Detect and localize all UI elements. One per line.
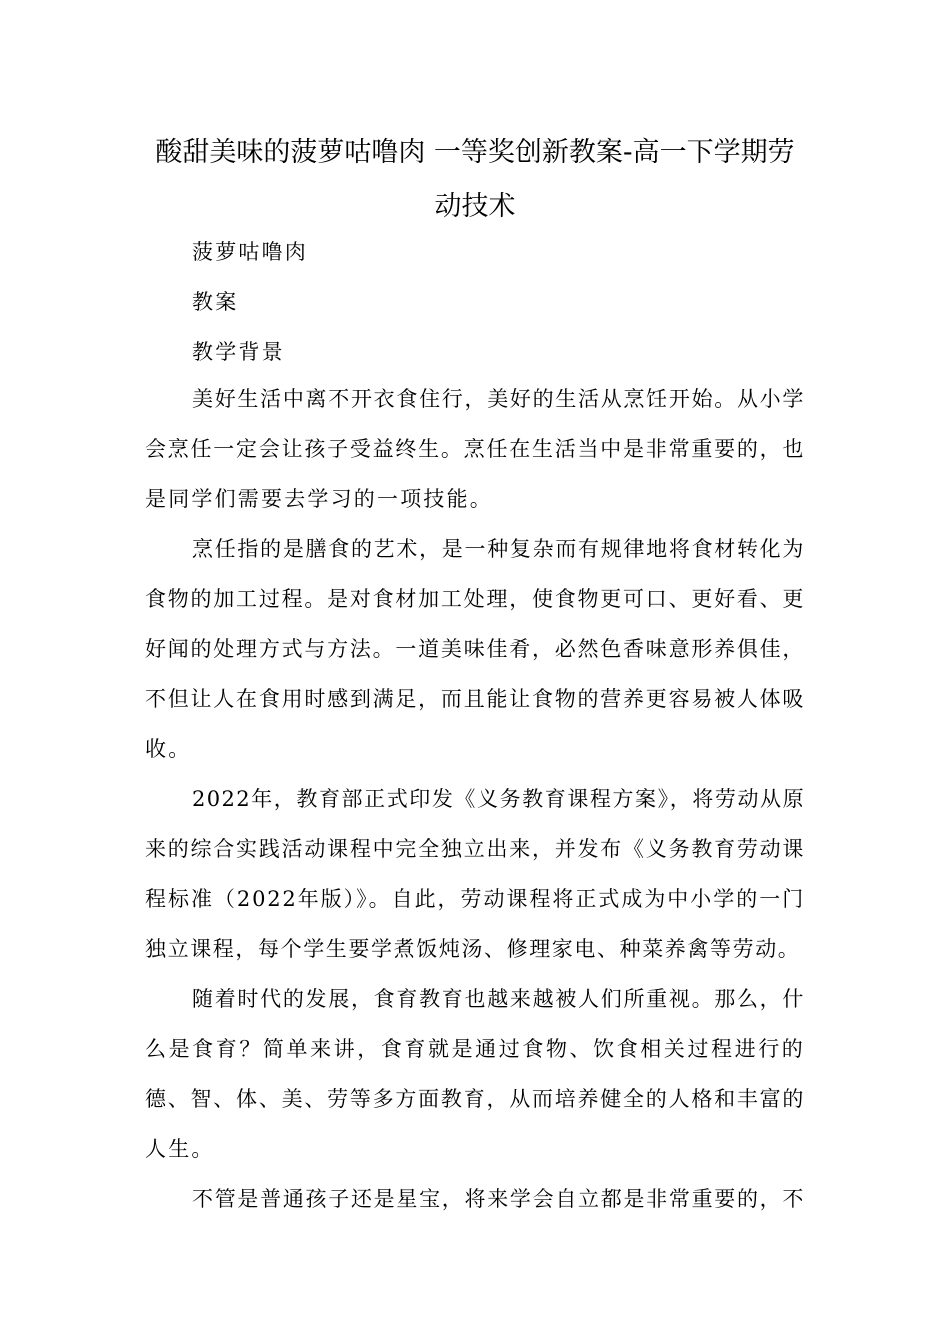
paragraph-line: 收。 <box>145 737 192 761</box>
title-line-1: 酸甜美味的菠萝咕噜肉 一等奖创新教案-高一下学期劳 <box>155 137 795 168</box>
document-title <box>145 126 805 234</box>
paragraph-line: 好闻的处理方式与方法。一道美味佳肴，必然色香味意形养俱佳， <box>145 637 805 661</box>
paragraph-line: 食物的加工过程。是对食材加工处理，使食物更可口、更好看、更 <box>145 587 805 611</box>
paragraph-line: 会烹任一定会让孩子受益终生。烹任在生活当中是非常重要的，也 <box>145 437 805 461</box>
paragraph-line: 美好生活中离不开衣食住行，美好的生活从烹饪开始。从小学 <box>192 387 805 411</box>
paragraph-line: 独立课程，每个学生要学煮饭炖汤、修理家电、种菜养禽等劳动。 <box>145 937 801 961</box>
paragraph-line: 随着时代的发展，食育教育也越来越被人们所重视。那么，什 <box>192 987 805 1011</box>
paragraph-line: 2022年，教育部正式印发《义务教育课程方案》，将劳动从原 <box>192 787 805 811</box>
doc-type-label: 教案 <box>192 290 239 314</box>
paragraph-line: 烹任指的是膳食的艺术，是一种复杂而有规律地将食材转化为 <box>192 537 805 561</box>
title-line-2: 动技术 <box>434 191 516 222</box>
section-heading: 教学背景 <box>192 340 285 364</box>
paragraph-line: 人生。 <box>145 1137 215 1161</box>
paragraph-line: 么是食育？简单来讲，食育就是通过食物、饮食相关过程进行的 <box>145 1037 805 1061</box>
paragraph-line: 是同学们需要去学习的一项技能。 <box>145 487 493 511</box>
paragraph-line: 来的综合实践活动课程中完全独立出来，并发布《义务教育劳动课 <box>145 837 805 861</box>
paragraph-line: 德、智、体、美、劳等多方面教育，从而培养健全的人格和丰富的 <box>145 1087 805 1111</box>
paragraph-line: 不管是普通孩子还是星宝，将来学会自立都是非常重要的，不 <box>192 1187 805 1211</box>
topic-label: 菠萝咕噜肉 <box>192 240 308 264</box>
paragraph-line: 程标准（2022年版）》。自此，劳动课程将正式成为中小学的一门 <box>145 887 805 911</box>
paragraph-line: 不但让人在食用时感到满足，而且能让食物的营养更容易被人体吸 <box>145 687 805 711</box>
